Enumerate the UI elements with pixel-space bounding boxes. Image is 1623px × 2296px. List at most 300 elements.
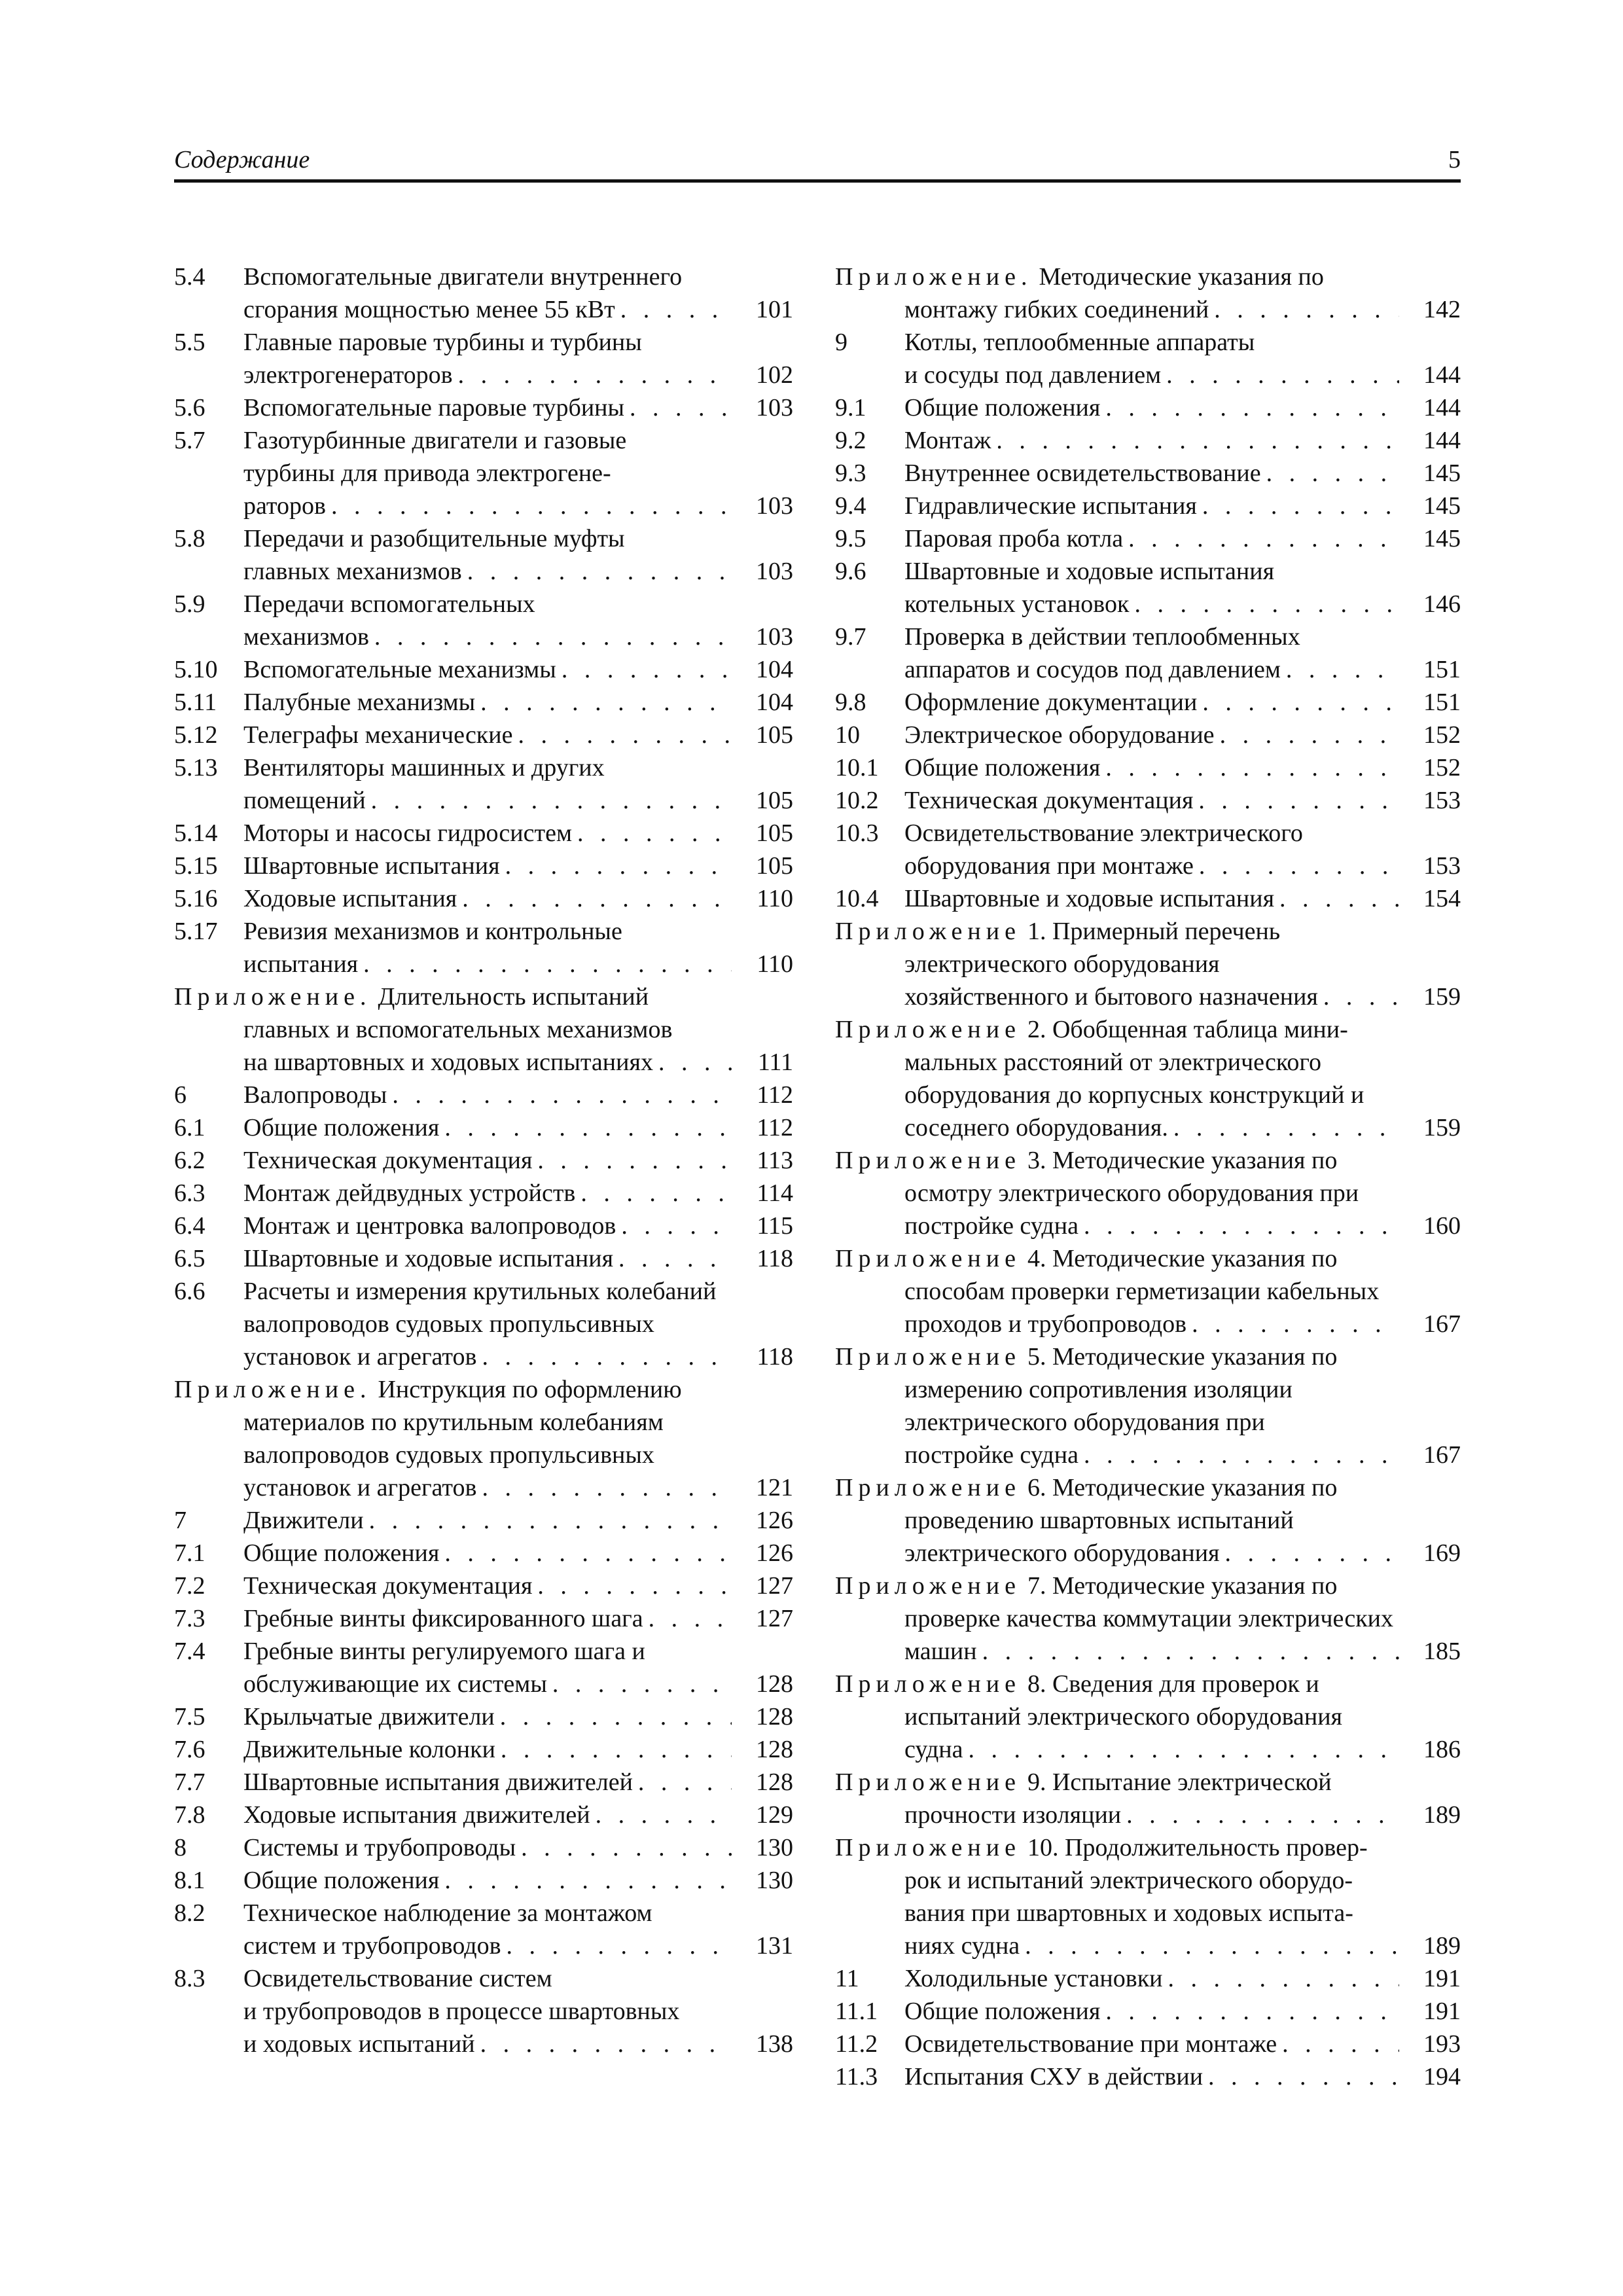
toc-entry-line bbox=[835, 1635, 1461, 1668]
section-number: 10 bbox=[835, 721, 860, 749]
toc-entry-line bbox=[243, 457, 793, 490]
toc-entry-text: электрогенераторов bbox=[243, 361, 453, 389]
section-number: 11.1 bbox=[835, 1998, 878, 2025]
toc-page-number: 153 bbox=[1423, 787, 1461, 814]
toc-entry bbox=[174, 1897, 793, 1962]
toc-page-number: 128 bbox=[756, 1736, 793, 1763]
toc-entry-line bbox=[835, 1733, 1461, 1766]
toc-entry-line bbox=[243, 686, 793, 719]
toc-appendix-first-line bbox=[835, 260, 1461, 293]
toc-entry-line bbox=[835, 948, 1461, 980]
toc-page-number: 118 bbox=[757, 1245, 793, 1272]
toc-entry-text: 7. Методические указания по bbox=[1027, 1572, 1338, 1600]
dot-leader bbox=[366, 784, 732, 817]
toc-entry-line bbox=[243, 1275, 793, 1308]
toc-entry-text: Котлы, теплообменные аппараты bbox=[904, 329, 1255, 356]
toc-entry bbox=[835, 424, 1461, 457]
toc-page-number: 151 bbox=[1423, 656, 1461, 683]
toc-entry-text: систем и трубопроводов bbox=[243, 1932, 501, 1960]
section-number: 7.6 bbox=[174, 1736, 205, 1763]
toc-entry-body bbox=[243, 522, 793, 588]
toc-entry-text: помещений bbox=[243, 787, 366, 814]
section-number: 9.8 bbox=[835, 689, 866, 716]
dot-leader bbox=[1123, 522, 1399, 555]
toc-entry-text: Швартовные и ходовые испытания bbox=[243, 1245, 614, 1272]
toc-page-number: 118 bbox=[757, 1343, 793, 1371]
toc-entry-line bbox=[243, 1111, 793, 1144]
toc-entry bbox=[174, 588, 793, 653]
toc-entry-text: Паровая проба котла bbox=[904, 525, 1124, 552]
dot-leader bbox=[1277, 2028, 1399, 2060]
toc-entry bbox=[835, 686, 1461, 719]
toc-entry bbox=[174, 391, 793, 424]
dot-leader bbox=[1197, 686, 1399, 719]
toc-entry-line bbox=[243, 1831, 793, 1864]
toc-entry bbox=[174, 1602, 793, 1635]
toc-entry-text: Электрическое оборудование bbox=[904, 721, 1215, 749]
toc-entry bbox=[174, 686, 793, 719]
toc-entry bbox=[174, 1831, 793, 1864]
toc-page-number: 186 bbox=[1423, 1736, 1461, 1763]
toc-entry-text: Освидетельствование систем bbox=[243, 1965, 552, 1992]
toc-entry-line bbox=[904, 1962, 1461, 1995]
toc-entry-line bbox=[904, 391, 1461, 424]
toc-appendix-entry bbox=[835, 1242, 1461, 1340]
dot-leader bbox=[1020, 1929, 1399, 1962]
toc-entry-line bbox=[243, 653, 793, 686]
toc-entry-line bbox=[835, 1602, 1461, 1635]
section-number: 5.7 bbox=[174, 427, 205, 454]
toc-appendix-entry bbox=[835, 1144, 1461, 1242]
toc-page-number: 169 bbox=[1423, 1539, 1461, 1567]
toc-appendix-first-line bbox=[835, 1013, 1461, 1046]
toc-appendix-entry bbox=[835, 1340, 1461, 1471]
toc-entry-line bbox=[904, 686, 1461, 719]
toc-appendix-first-line bbox=[835, 1242, 1461, 1275]
dot-leader bbox=[1220, 1537, 1399, 1570]
toc-appendix-first-line bbox=[835, 1766, 1461, 1799]
dot-leader bbox=[532, 1570, 732, 1602]
toc-entry-text: Внутреннее освидетельствование bbox=[904, 459, 1261, 487]
toc-entry-text: проходов и трубопроводов bbox=[904, 1310, 1187, 1338]
toc-entry-line bbox=[243, 293, 793, 326]
toc-entry-text: Швартовные испытания движителей bbox=[243, 1768, 633, 1796]
toc-page-number: 128 bbox=[756, 1670, 793, 1698]
dot-leader bbox=[439, 1537, 732, 1570]
dot-leader bbox=[556, 653, 732, 686]
appendix-label: Приложение. bbox=[835, 263, 1033, 291]
dot-leader bbox=[547, 1668, 732, 1700]
toc-entry-text: Телеграфы механические bbox=[243, 721, 513, 749]
dot-leader bbox=[624, 391, 732, 424]
toc-page-number: 131 bbox=[756, 1932, 793, 1960]
toc-page-number: 191 bbox=[1423, 1965, 1461, 1992]
dot-leader bbox=[1203, 2060, 1399, 2093]
dot-leader bbox=[457, 882, 732, 915]
toc-page-number: 101 bbox=[756, 296, 793, 323]
toc-page-number: 145 bbox=[1423, 492, 1461, 520]
toc-page-number: 105 bbox=[756, 721, 793, 749]
section-number: 9.1 bbox=[835, 394, 866, 422]
toc-entry-body bbox=[243, 588, 793, 653]
dot-leader bbox=[512, 719, 732, 751]
section-number: 10.2 bbox=[835, 787, 879, 814]
toc-page-number: 189 bbox=[1423, 1932, 1461, 1960]
toc-entry-line bbox=[904, 490, 1461, 522]
toc-page-number: 127 bbox=[756, 1605, 793, 1632]
toc-entry-text: осмотру электрического оборудования при bbox=[904, 1179, 1359, 1207]
toc-left-column bbox=[174, 260, 793, 2060]
toc-entry bbox=[174, 1079, 793, 1111]
toc-page-number: 114 bbox=[757, 1179, 793, 1207]
toc-entry-line bbox=[243, 1504, 793, 1537]
toc-entry-line bbox=[835, 1373, 1461, 1406]
toc-entry-body bbox=[904, 1995, 1461, 2028]
section-number: 6.4 bbox=[174, 1212, 205, 1240]
toc-entry-line bbox=[904, 817, 1461, 850]
toc-entry bbox=[174, 1242, 793, 1275]
toc-entry-text: 1. Примерный перечень bbox=[1027, 918, 1281, 945]
toc-entry-line bbox=[835, 1177, 1461, 1210]
toc-entry-text: прочности изоляции bbox=[904, 1801, 1122, 1829]
toc-entry-line bbox=[243, 1733, 793, 1766]
dot-leader bbox=[475, 2028, 732, 2060]
toc-page-number: 103 bbox=[756, 558, 793, 585]
toc-entry-line bbox=[243, 948, 793, 980]
toc-page-number: 127 bbox=[756, 1572, 793, 1600]
section-number: 8.1 bbox=[174, 1867, 205, 1894]
toc-entry-line bbox=[904, 653, 1461, 686]
toc-entry-text: Холодильные установки bbox=[904, 1965, 1163, 1992]
toc-entry-text: Движительные колонки bbox=[243, 1736, 495, 1763]
toc-entry bbox=[174, 719, 793, 751]
section-number: 5.13 bbox=[174, 754, 218, 781]
toc-entry-body bbox=[904, 784, 1461, 817]
toc-page-number: 151 bbox=[1423, 689, 1461, 716]
toc-entry-body bbox=[904, 326, 1461, 391]
toc-entry-text: Вспомогательные двигатели внутреннего bbox=[243, 263, 683, 291]
toc-entry-text: Палубные механизмы bbox=[243, 689, 476, 716]
toc-entry-line bbox=[835, 1504, 1461, 1537]
toc-entry-text: вания при швартовных и ходовых испыта- bbox=[904, 1899, 1353, 1927]
dot-leader bbox=[358, 948, 732, 980]
toc-entry-text: машин bbox=[904, 1638, 977, 1665]
toc-entry-body bbox=[243, 1504, 793, 1537]
toc-entry-line bbox=[243, 359, 793, 391]
toc-entry-line bbox=[835, 1111, 1461, 1144]
toc-entry-line bbox=[243, 260, 793, 293]
toc-appendix-first-line bbox=[835, 1668, 1461, 1700]
toc-appendix-entry bbox=[835, 1668, 1461, 1766]
toc-entry-line bbox=[243, 588, 793, 620]
toc-entry-body bbox=[243, 1864, 793, 1897]
toc-page-number: 128 bbox=[756, 1768, 793, 1796]
toc-page-number: 152 bbox=[1423, 721, 1461, 749]
toc-appendix-entry bbox=[835, 1570, 1461, 1668]
toc-entry-text: оборудования при монтаже bbox=[904, 852, 1194, 880]
section-number: 8 bbox=[174, 1834, 187, 1861]
toc-entry-line bbox=[243, 882, 793, 915]
section-number: 7.7 bbox=[174, 1768, 205, 1796]
toc-page-number: 121 bbox=[756, 1474, 793, 1501]
toc-appendix-first-line bbox=[835, 1570, 1461, 1602]
toc-entry-line bbox=[243, 326, 793, 359]
toc-entry-line bbox=[835, 1406, 1461, 1439]
toc-page-number: 145 bbox=[1423, 525, 1461, 552]
toc-entry-text: Освидетельствование электрического bbox=[904, 819, 1303, 847]
toc-page-number: 144 bbox=[1423, 427, 1461, 454]
toc-appendix-entry bbox=[835, 1471, 1461, 1570]
dot-leader bbox=[1261, 457, 1399, 490]
dot-leader bbox=[1163, 1962, 1400, 1995]
section-number: 8.2 bbox=[174, 1899, 205, 1927]
dot-leader bbox=[1194, 850, 1399, 882]
toc-entry-line bbox=[243, 620, 793, 653]
toc-entry-line bbox=[243, 1929, 793, 1962]
toc-entry-text: мальных расстояний от электрического bbox=[904, 1049, 1322, 1076]
toc-entry-line bbox=[243, 1079, 793, 1111]
toc-entry-text: электрического оборудования при bbox=[904, 1408, 1265, 1436]
toc-entry-text: Гидравлические испытания bbox=[904, 492, 1197, 520]
dot-leader bbox=[613, 1242, 732, 1275]
toc-appendix-entry bbox=[835, 1766, 1461, 1831]
section-number: 7.8 bbox=[174, 1801, 205, 1829]
toc-entry bbox=[835, 555, 1461, 620]
toc-appendix-entry bbox=[835, 1831, 1461, 1962]
toc-entry-text: валопроводов судовых пропульсивных bbox=[243, 1441, 654, 1469]
toc-entry-line bbox=[904, 2028, 1461, 2060]
appendix-label: Приложение. bbox=[174, 1376, 372, 1403]
toc-entry-body bbox=[243, 326, 793, 391]
toc-entry-line bbox=[243, 1570, 793, 1602]
toc-appendix-first-line bbox=[174, 1373, 793, 1406]
toc-page-number: 145 bbox=[1423, 459, 1461, 487]
toc-page-number: 112 bbox=[757, 1081, 793, 1109]
dot-leader bbox=[1079, 1210, 1399, 1242]
dot-leader bbox=[439, 1111, 732, 1144]
dot-leader bbox=[369, 620, 732, 653]
toc-entry-line bbox=[835, 1079, 1461, 1111]
toc-entry-line bbox=[243, 751, 793, 784]
toc-entry-text: Оформление документации bbox=[904, 689, 1198, 716]
toc-entry-text: Моторы и насосы гидросистем bbox=[243, 819, 573, 847]
toc-entry-text: Проверка в действии теплообменных bbox=[904, 623, 1300, 651]
toc-appendix-first-line bbox=[835, 1831, 1461, 1864]
toc-entry-line bbox=[243, 1799, 793, 1831]
toc-entry-line bbox=[243, 1962, 793, 1995]
toc-entry-body bbox=[243, 1799, 793, 1831]
toc-entry bbox=[174, 326, 793, 391]
toc-entry-line bbox=[243, 1602, 793, 1635]
dot-leader bbox=[590, 1799, 732, 1831]
toc-entry-text: Ходовые испытания движителей bbox=[243, 1801, 590, 1829]
toc-entry-line bbox=[904, 2060, 1461, 2093]
toc-entry-text: и сосуды под давлением bbox=[904, 361, 1162, 389]
toc-entry-text: испытания bbox=[243, 950, 359, 978]
running-header-title: Содержание bbox=[174, 146, 310, 173]
toc-entry-text: котельных установок bbox=[904, 590, 1130, 618]
section-number: 9.3 bbox=[835, 459, 866, 487]
toc-page-number: 167 bbox=[1423, 1441, 1461, 1469]
toc-entry-body bbox=[243, 424, 793, 522]
dot-leader bbox=[1318, 980, 1399, 1013]
toc-page-number: 191 bbox=[1423, 1998, 1461, 2025]
toc-entry-line bbox=[904, 359, 1461, 391]
section-number: 7 bbox=[174, 1507, 187, 1534]
dot-leader bbox=[364, 1504, 732, 1537]
toc-entry-line bbox=[174, 1406, 793, 1439]
toc-entry-line bbox=[835, 293, 1461, 326]
toc-entry-line bbox=[243, 1340, 793, 1373]
dot-leader bbox=[495, 1700, 732, 1733]
dot-leader bbox=[475, 686, 732, 719]
toc-entry-body bbox=[243, 850, 793, 882]
toc-entry-body bbox=[243, 391, 793, 424]
toc-entry-body bbox=[243, 1275, 793, 1373]
toc-entry bbox=[835, 1962, 1461, 1995]
toc-page-number: 189 bbox=[1423, 1801, 1461, 1829]
toc-entry-text: Инструкция по оформлению bbox=[378, 1376, 682, 1403]
toc-entry-body bbox=[243, 1570, 793, 1602]
toc-entry-body bbox=[904, 1962, 1461, 1995]
toc-entry-body bbox=[904, 424, 1461, 457]
toc-entry-text: главных механизмов bbox=[243, 558, 462, 585]
toc-entry-text: Газотурбинные двигатели и газовые bbox=[243, 427, 627, 454]
toc-entry-body bbox=[904, 522, 1461, 555]
section-number: 5.6 bbox=[174, 394, 205, 422]
dot-leader bbox=[476, 1471, 732, 1504]
toc-entry-body bbox=[243, 1242, 793, 1275]
toc-entry-body bbox=[243, 915, 793, 980]
toc-entry-text: рок и испытаний электрического оборудо- bbox=[904, 1867, 1353, 1894]
toc-entry-line bbox=[904, 882, 1461, 915]
section-number: 5.14 bbox=[174, 819, 218, 847]
toc-page-number: 105 bbox=[756, 787, 793, 814]
toc-entry bbox=[835, 457, 1461, 490]
toc-entry bbox=[174, 424, 793, 522]
toc-entry-text: Ходовые испытания bbox=[243, 885, 457, 912]
dot-leader bbox=[500, 850, 732, 882]
toc-page-number: 110 bbox=[757, 950, 793, 978]
toc-entry-text: 6. Методические указания по bbox=[1027, 1474, 1338, 1501]
dot-leader bbox=[1215, 719, 1399, 751]
toc-entry-text: 10. Продолжительность провер- bbox=[1027, 1834, 1368, 1861]
appendix-label: Приложение bbox=[835, 1834, 1021, 1861]
toc-entry-body bbox=[904, 686, 1461, 719]
toc-page-number: 160 bbox=[1423, 1212, 1461, 1240]
appendix-label: Приложение bbox=[835, 1245, 1021, 1272]
toc-entry-text: Вспомогательные механизмы bbox=[243, 656, 556, 683]
dot-leader bbox=[1197, 490, 1399, 522]
toc-entry-text: Крыльчатые движители bbox=[243, 1703, 495, 1731]
toc-page-number: 154 bbox=[1423, 885, 1461, 912]
dot-leader bbox=[643, 1602, 732, 1635]
toc-right-column bbox=[835, 260, 1461, 2093]
toc-entry-body bbox=[243, 686, 793, 719]
toc-entry-line bbox=[243, 784, 793, 817]
toc-entry-body bbox=[243, 1733, 793, 1766]
section-number: 6.5 bbox=[174, 1245, 205, 1272]
toc-page-number: 193 bbox=[1423, 2030, 1461, 2058]
toc-entry-line bbox=[835, 1929, 1461, 1962]
toc-entry-text: судна bbox=[904, 1736, 963, 1763]
toc-entry-text: Гребные винты фиксированного шага bbox=[243, 1605, 643, 1632]
toc-entry-line bbox=[904, 784, 1461, 817]
toc-entry bbox=[835, 751, 1461, 784]
toc-entry-text: электрического оборудования bbox=[904, 950, 1220, 978]
section-number: 9.5 bbox=[835, 525, 866, 552]
toc-entry-body bbox=[904, 490, 1461, 522]
section-number: 9.6 bbox=[835, 558, 866, 585]
toc-page-number: 129 bbox=[756, 1801, 793, 1829]
section-number: 7.1 bbox=[174, 1539, 205, 1567]
toc-entry-body bbox=[243, 1144, 793, 1177]
toc-entry-line bbox=[243, 1897, 793, 1929]
toc-entry-text: Общие положения bbox=[904, 394, 1101, 422]
toc-entry-body bbox=[243, 1831, 793, 1864]
dot-leader bbox=[1100, 391, 1399, 424]
toc-entry-body bbox=[243, 1537, 793, 1570]
toc-entry-line bbox=[243, 1700, 793, 1733]
toc-appendix-entry bbox=[835, 1013, 1461, 1144]
toc-entry-body bbox=[904, 457, 1461, 490]
toc-entry-line bbox=[904, 719, 1461, 751]
section-number: 5.4 bbox=[174, 263, 205, 291]
toc-entry-line bbox=[835, 1897, 1461, 1929]
toc-entry-text: Системы и трубопроводы bbox=[243, 1834, 516, 1861]
dot-leader bbox=[1079, 1439, 1399, 1471]
toc-entry-line bbox=[904, 326, 1461, 359]
section-number: 10.3 bbox=[835, 819, 879, 847]
dot-leader bbox=[501, 1929, 732, 1962]
toc-appendix-first-line bbox=[835, 1471, 1461, 1504]
toc-entry bbox=[174, 1144, 793, 1177]
toc-page-number: 138 bbox=[756, 2030, 793, 2058]
toc-entry-line bbox=[835, 1700, 1461, 1733]
toc-entry bbox=[174, 850, 793, 882]
toc-page-number: 112 bbox=[757, 1114, 793, 1141]
toc-entry-body bbox=[243, 1700, 793, 1733]
toc-entry-body bbox=[904, 817, 1461, 882]
toc-entry-line bbox=[243, 915, 793, 948]
toc-entry-line bbox=[243, 1537, 793, 1570]
toc-page-number: 103 bbox=[756, 492, 793, 520]
dot-leader bbox=[977, 1635, 1399, 1668]
toc-entry-body bbox=[243, 260, 793, 326]
toc-entry-text: проверке качества коммутации электрических bbox=[904, 1605, 1393, 1632]
toc-entry bbox=[174, 1766, 793, 1799]
toc-entry-text: раторов bbox=[243, 492, 326, 520]
toc-page-number: 105 bbox=[756, 819, 793, 847]
toc-entry-text: Техническая документация bbox=[243, 1147, 533, 1174]
section-number: 6.2 bbox=[174, 1147, 205, 1174]
toc-entry-line bbox=[243, 424, 793, 457]
toc-entry-text: 5. Методические указания по bbox=[1027, 1343, 1338, 1371]
dot-leader bbox=[516, 1831, 732, 1864]
toc-page-number: 104 bbox=[756, 656, 793, 683]
toc-page-number: 159 bbox=[1423, 983, 1461, 1011]
page-number: 5 bbox=[1448, 146, 1461, 173]
toc-entry-text: измерению сопротивления изоляции bbox=[904, 1376, 1293, 1403]
section-number: 7.3 bbox=[174, 1605, 205, 1632]
section-number: 7.2 bbox=[174, 1572, 205, 1600]
toc-entry bbox=[174, 1700, 793, 1733]
dot-leader bbox=[575, 1177, 732, 1210]
section-number: 5.15 bbox=[174, 852, 218, 880]
toc-entry-body bbox=[904, 2060, 1461, 2093]
toc-entry-text: Общие положения bbox=[904, 1998, 1101, 2025]
toc-entry-body bbox=[904, 620, 1461, 686]
